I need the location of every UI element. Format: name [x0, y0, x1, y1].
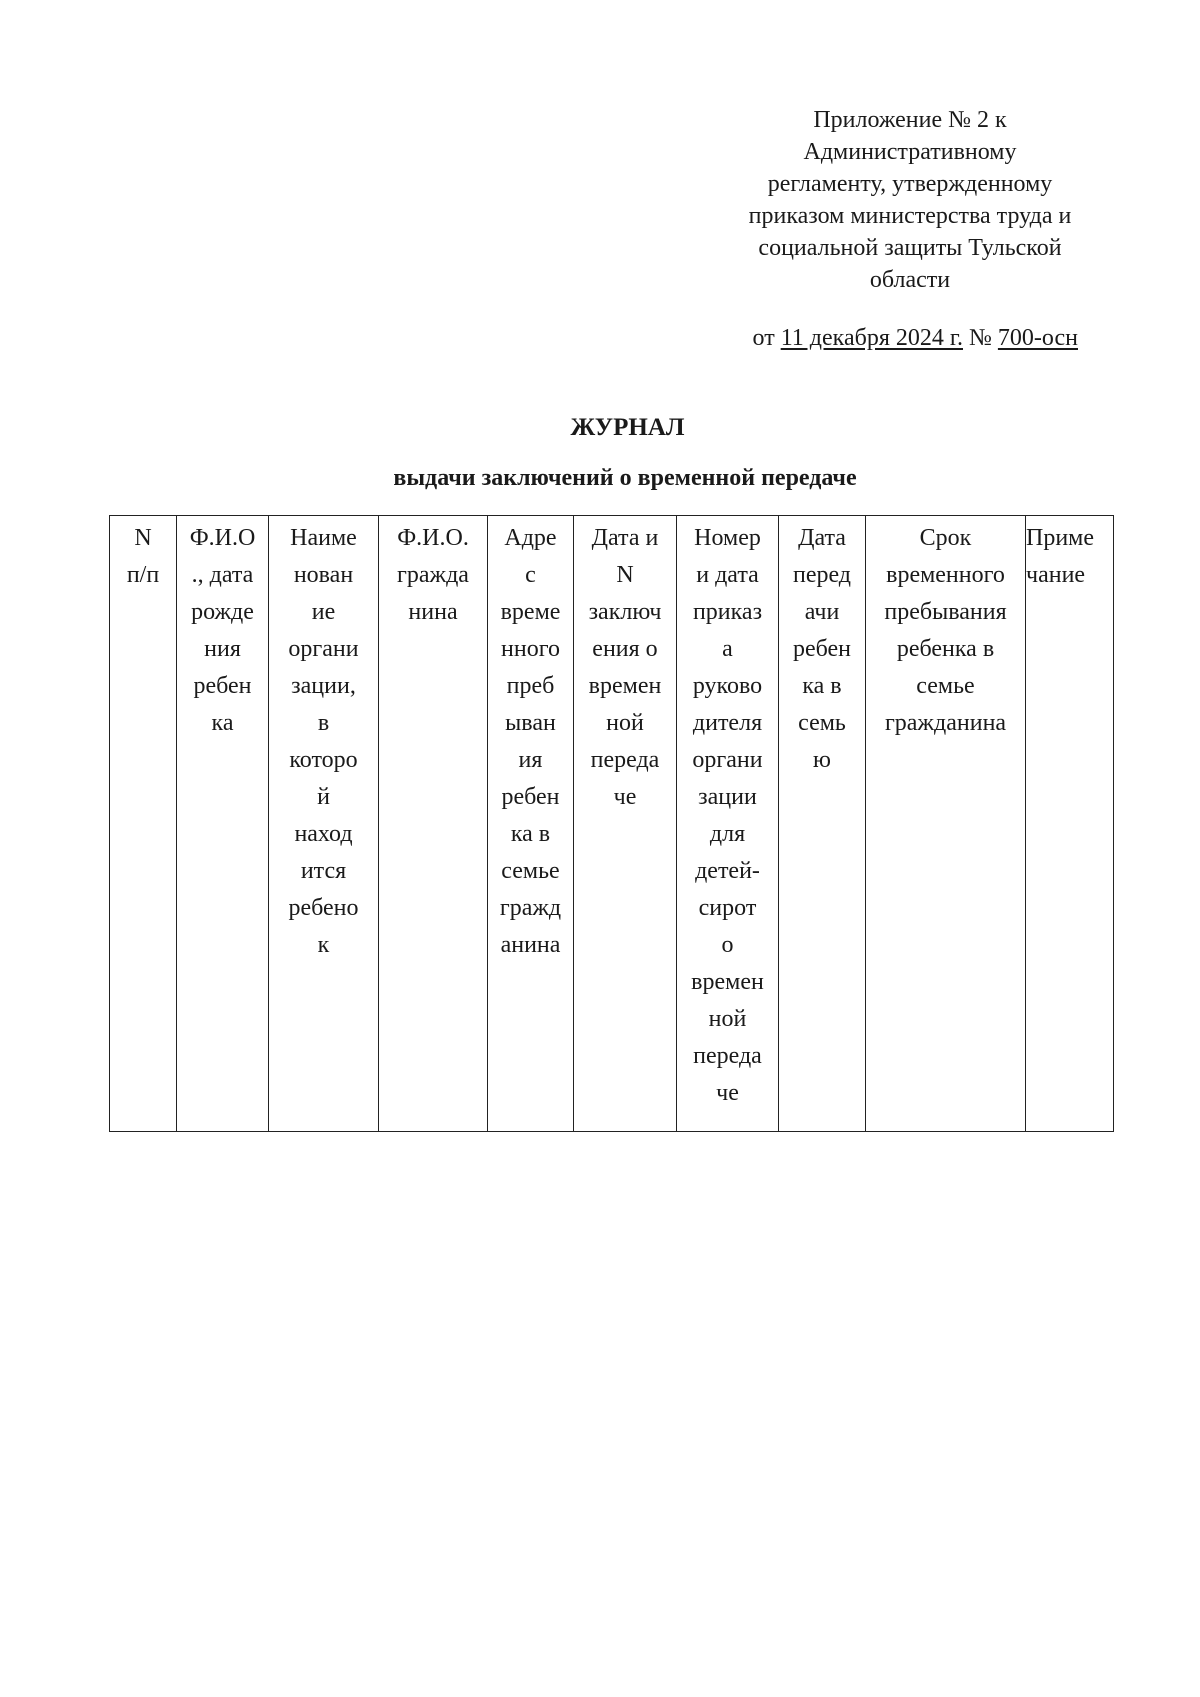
header-cell-line: ребенка в: [896, 636, 995, 662]
header-cell-line: Наиме: [290, 525, 357, 551]
header-cell-line: детей-: [695, 858, 760, 884]
header-cell-line: Приме: [1026, 525, 1095, 551]
header-cell-line: анина: [500, 932, 561, 958]
column-citizen-name: [379, 516, 488, 1132]
approval-line: Административному: [803, 139, 1017, 165]
header-cell-line: гражд: [499, 895, 562, 921]
header-cell-line: переда: [693, 1043, 762, 1069]
header-cell-line: ится: [300, 858, 347, 884]
header-cell-line: преб: [506, 673, 555, 699]
approval-line: регламенту, утвержденному: [767, 171, 1053, 197]
approval-line: приказом министерства труда и: [748, 203, 1072, 229]
column-note: [1026, 516, 1114, 1132]
header-cell-line: Дата и: [591, 525, 659, 551]
header-cell-line: времен: [588, 673, 662, 699]
header-cell-line: о: [721, 932, 734, 958]
header-cell-line: органи: [288, 636, 359, 662]
journal-table: [109, 515, 1114, 1132]
header-cell-line: ребен: [193, 673, 252, 699]
header-cell-line: для: [709, 821, 746, 847]
column-stay-period: [866, 516, 1026, 1132]
header-cell-line: временного: [886, 562, 1005, 588]
column-conclusion-date-number: [574, 516, 677, 1132]
decree-reference: [753, 322, 1078, 354]
column-number: [110, 516, 177, 1132]
header-cell-line: ка в: [510, 821, 551, 847]
header-cell-line: с: [525, 562, 536, 588]
approval-line: Приложение № 2 к: [813, 107, 1007, 133]
header-cell-line: п/п: [126, 562, 160, 588]
header-cell-line: ной: [606, 710, 644, 736]
header-cell-line: наход: [294, 821, 353, 847]
header-cell-line: Дата: [798, 525, 846, 551]
header-cell-line: пребывания: [884, 599, 1007, 625]
header-cell-line: к: [317, 932, 330, 958]
decree-number-sign: №: [969, 325, 992, 351]
decree-prefix: от: [752, 325, 775, 351]
header-cell-line: Номер: [694, 525, 761, 551]
header-cell-line: семье: [501, 858, 560, 884]
header-cell-line: заключ: [588, 599, 662, 625]
header-cell-line: ка в: [802, 673, 842, 699]
header-cell-line: ю: [813, 747, 831, 773]
approval-line: социальной защиты Тульской: [758, 235, 1062, 261]
header-cell-line: сирот: [698, 895, 757, 921]
header-cell-line: нного: [501, 636, 560, 662]
approval-line: области: [869, 267, 951, 293]
header-cell-line: N: [134, 525, 152, 551]
header-cell-line: руково: [692, 673, 763, 699]
header-cell-line: перед: [792, 562, 852, 588]
header-cell-line: ., дата: [191, 562, 254, 588]
header-cell-line: гражда: [397, 562, 469, 588]
header-cell-line: дителя: [692, 710, 763, 736]
header-cell-line: времен: [691, 969, 764, 995]
header-cell-line: чание: [1026, 562, 1086, 588]
header-cell-line: рожде: [191, 599, 254, 625]
column-organization-name: [269, 516, 379, 1132]
header-cell-line: че: [613, 784, 637, 810]
header-cell-line: ия: [518, 747, 543, 773]
header-cell-line: ие: [311, 599, 336, 625]
header-cell-line: и дата: [696, 562, 759, 588]
header-cell-line: которо: [289, 747, 358, 773]
header-cell-line: ребен: [792, 636, 852, 662]
header-cell-line: нина: [408, 599, 458, 625]
header-cell-line: зации,: [291, 673, 356, 699]
header-cell-line: гражданина: [884, 710, 1007, 736]
column-child-name-birthdate: [177, 516, 269, 1132]
table-header-row: [110, 516, 1114, 1132]
header-cell-line: переда: [590, 747, 660, 773]
decree-number: 700-осн: [997, 325, 1078, 351]
column-temporary-stay-address: [488, 516, 574, 1132]
header-cell-line: Адре: [504, 525, 557, 551]
decree-date: 11 декабря 2024 г.: [780, 325, 963, 351]
header-cell-line: ния: [204, 636, 241, 662]
approval-block: [740, 104, 1080, 296]
header-cell-line: семье: [916, 673, 975, 699]
header-cell-line: че: [716, 1080, 739, 1106]
document-title: ЖУРНАЛ: [570, 414, 685, 441]
column-order-number-date: [677, 516, 779, 1132]
header-cell-line: ачи: [804, 599, 840, 625]
header-cell-line: ыван: [505, 710, 556, 736]
header-cell-line: ка: [211, 710, 234, 736]
header-cell-line: Срок: [919, 525, 972, 551]
header-cell-line: органи: [692, 747, 763, 773]
header-cell-line: ребено: [288, 895, 359, 921]
column-transfer-date: [779, 516, 866, 1132]
header-cell-line: Ф.И.О: [189, 525, 256, 551]
header-cell-line: й: [317, 784, 330, 810]
header-cell-line: нован: [293, 562, 354, 588]
header-cell-line: N: [616, 562, 634, 588]
header-cell-line: Ф.И.О.: [397, 525, 469, 551]
header-cell-line: а: [722, 636, 733, 662]
header-cell-line: време: [500, 599, 561, 625]
header-cell-line: приказ: [692, 599, 763, 625]
document-subtitle: выдачи заключений о временной передаче: [393, 465, 857, 491]
header-cell-line: ной: [708, 1006, 747, 1032]
header-cell-line: семь: [798, 710, 846, 736]
header-cell-line: зации: [698, 784, 757, 810]
header-cell-line: ения о: [592, 636, 658, 662]
header-cell-line: ребен: [501, 784, 560, 810]
header-cell-line: в: [317, 710, 330, 736]
